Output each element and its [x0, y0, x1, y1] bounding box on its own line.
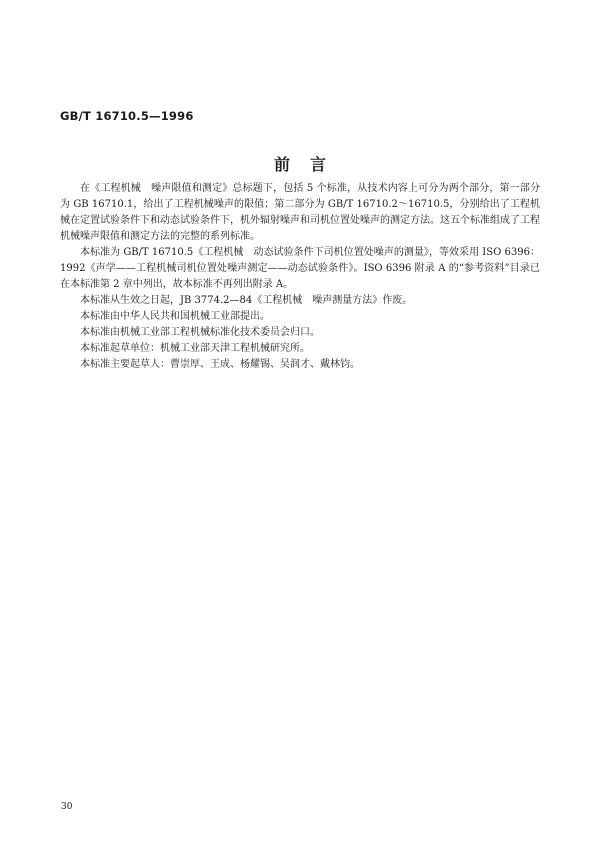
paragraph-proposed-by: 本标准由中华人民共和国机械工业部提出。	[80, 311, 270, 322]
paragraph-supersedes: 本标准从生效之日起，JB 3774.2—84《工程机械 噪声测量方法》作废。	[80, 295, 413, 306]
paragraph-equivalence: 本标准为 GB/T 16710.5《工程机械 动态试验条件下司机位置处噪声的测量》，等效采用 ISO 6396：1992《声学——工程机械司机位置处噪声测定——动态试验条件》。ISO 6396 附录 A 的“参考资料”目录已在本标准第 2 章中列出，故本标准不再列出附录 A。	[60, 247, 540, 290]
paragraph-drafters: 本标准主要起草人：曹崇厚、王成、杨耀锡、吴润才、戴林钧。	[80, 359, 360, 370]
paragraph-centralized-by: 本标准由机械工业部工程机械标准化技术委员会归口。	[80, 327, 320, 338]
document-body	[60, 181, 540, 373]
page-title: 前言	[273, 155, 346, 174]
paragraph-drafting-unit: 本标准起草单位：机械工业部天津工程机械研究所。	[80, 343, 310, 354]
paragraph-series-overview: 在《工程机械 噪声限值和测定》总标题下，包括 5 个标准，从技术内容上可分为两个部分，第一部分为 GB 16710.1，给出了工程机械噪声的限值；第二部分为 GB/T 16710.2～16710.5，分别给出了工程机械在定置试验条件下和动态试验条件下，机外辐射噪声和司机位置处噪声的测定方法。这五个标准组成了工程机械噪声限值和测定方法的完整的系列标准。	[60, 183, 540, 242]
page-number: 30	[61, 802, 73, 812]
standard-code: GB/T 16710.5—1996	[60, 109, 194, 123]
